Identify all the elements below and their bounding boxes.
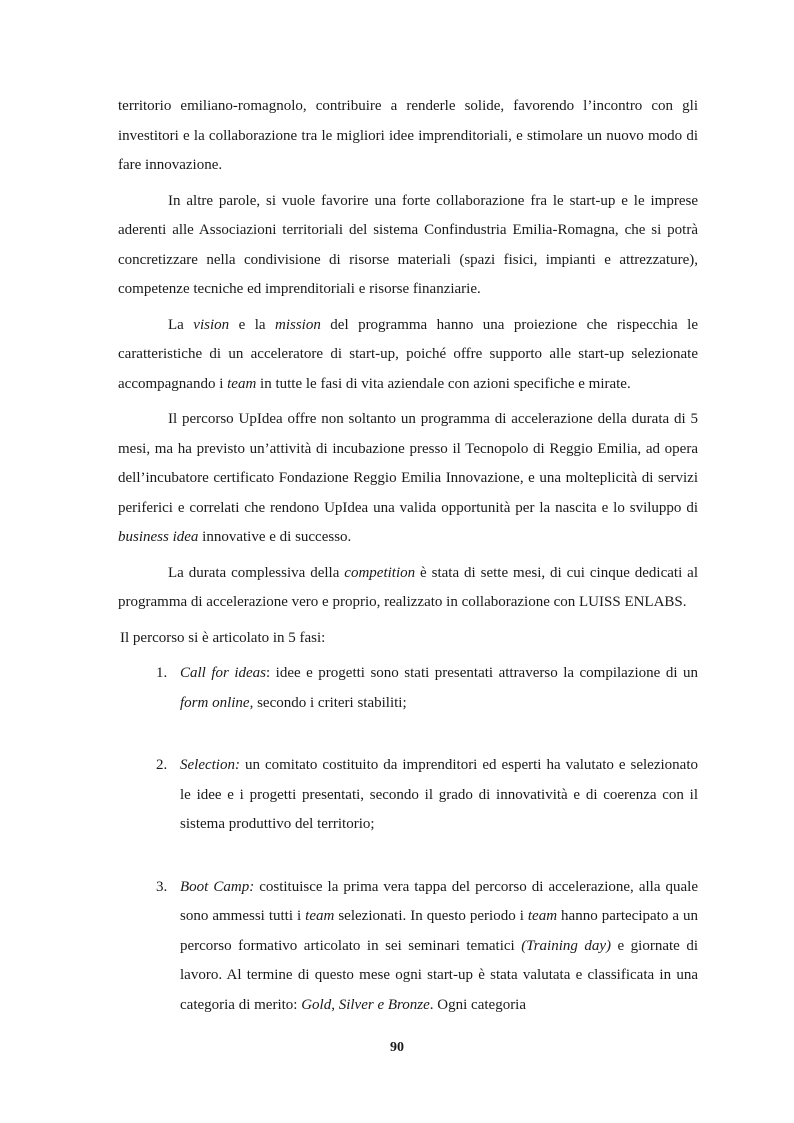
term-team: team	[227, 375, 257, 392]
paragraph-continuation: territorio emiliano-romagnolo, contribuire a renderle solide, favorendo l’incontro con gli investitori e la collaborazione tra le migliori idee imprenditoriali, e stimolare un nuovo modo di fare innovazione.	[118, 98, 698, 173]
term-categories: Gold, Silver e Bronze	[301, 996, 430, 1013]
list-item: 2. Selection: un comitato costituito da imprenditori ed esperti ha valutato e selezionato le idee e i progetti presentati, secondo il grado di innovatività e di coerenza con il sistema produttivo del territorio;	[118, 751, 698, 840]
term-team: team	[305, 908, 335, 924]
phases-list	[118, 659, 698, 1020]
term-team: team	[527, 908, 558, 924]
list-item: 1. Call for ideas: idee e progetti sono stati presentati attraverso la compilazione di un form online, secondo i criteri stabiliti;	[118, 659, 698, 718]
paragraph-collaboration: In altre parole, si vuole favorire una forte collaborazione fra le start-up e le imprese aderenti alle Associazioni territoriali del sistema Confindustria Emilia-Romagna, che si potrà concretizzare nella condivisione di risorse materiali (spazi fisici, impianti e attrezzature), competenze tecniche ed imprenditoriali e risorse finanziarie.	[118, 192, 698, 297]
list-item: 3. Boot Camp: costituisce la prima vera tappa del percorso di accelerazione, alla quale sono ammessi tutti i team selezionati. In questo periodo i team hanno partecipato a un percorso formativo articolato in sei seminari tematici (Training day) e giornate di lavoro. Al termine di questo mese ogni start-up è stata valutata e classificata in una categoria di merito: Gold, Silver e Bronze. Ogni categoria	[118, 873, 698, 1021]
term-training-day: (Training day)	[521, 937, 612, 954]
term-selection: Selection:	[180, 757, 240, 773]
term-mission: mission	[274, 316, 321, 333]
list-number: 3.	[156, 878, 168, 895]
paragraph-vision-mission: La vision e la mission del programma hanno una proiezione che rispecchia le caratteristiche di un acceleratore di start-up, poiché offre supporto alle start-up selezionate accompagnando i team in tutte le fasi di vita aziendale con azioni specifiche e mirate.	[118, 316, 698, 392]
term-form-online: form online	[180, 694, 250, 711]
term-competition: competition	[344, 564, 416, 581]
body-text	[118, 92, 698, 1053]
term-boot-camp: Boot Camp:	[180, 878, 255, 895]
page-number: 90	[390, 1040, 404, 1055]
term-business-idea: business idea	[118, 529, 199, 545]
list-number: 2.	[156, 757, 168, 773]
paragraph-duration: La durata complessiva della competition è stata di sette mesi, di cui cinque dedicati al programma di accelerazione vero e proprio, realizzato in collaborazione con LUISS ENLABS.	[118, 564, 698, 610]
term-vision: vision	[193, 316, 230, 333]
paragraph-upidea: Il percorso UpIdea offre non soltanto un programma di accelerazione della durata di 5 mesi, ma ha previsto un’attività di incubazione presso il Tecnopolo di Reggio Emilia, ad opera dell’incubatore certificato Fondazione Reggio Emilia Innovazione, e una molteplicità di servizi periferici e correlati che rendono UpIdea una valida opportunità per la nascita e lo sviluppo di business idea innovative e di successo.	[118, 411, 698, 545]
list-number: 1.	[156, 665, 168, 681]
term-call-for-ideas: Call for ideas	[180, 665, 266, 681]
list-intro: Il percorso si è articolato in 5 fasi:	[120, 629, 326, 646]
